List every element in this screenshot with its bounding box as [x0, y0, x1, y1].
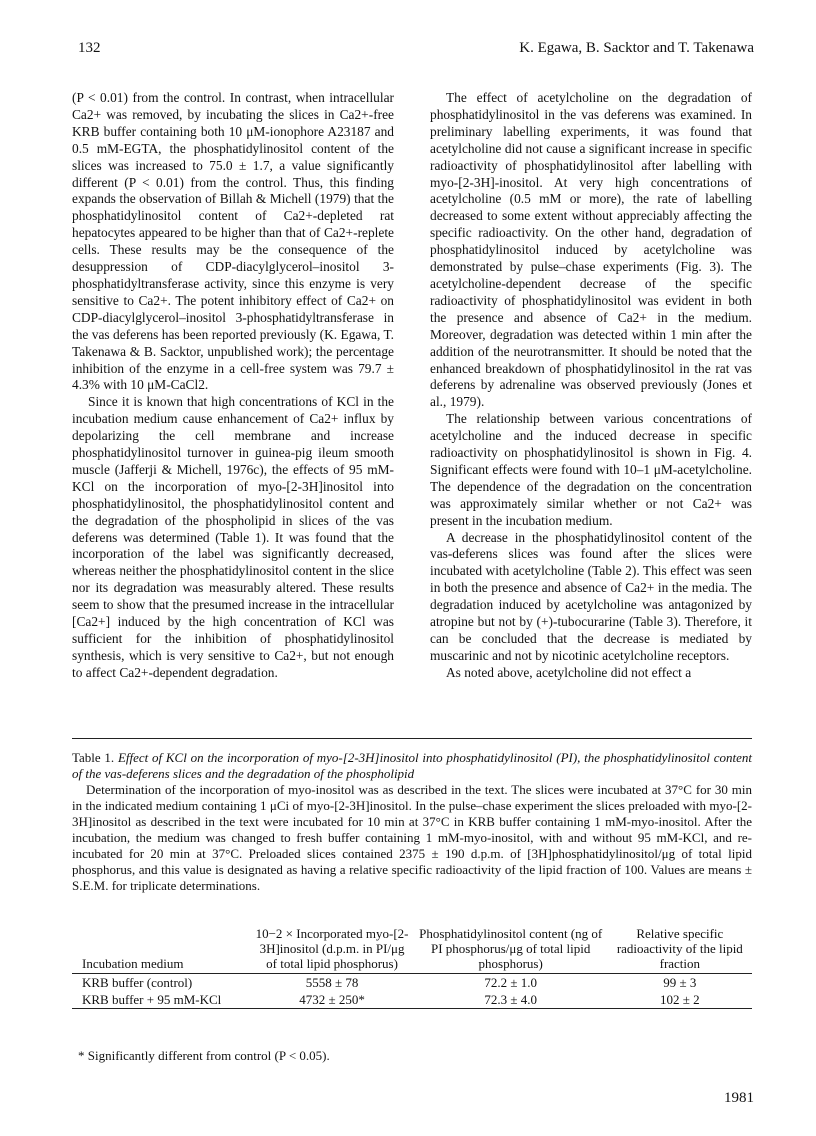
table-cell: KRB buffer (control) — [82, 975, 193, 990]
column-header: Phosphatidylinositol content (ng of PI phosphorus/μg of total lipid phosphorus) — [414, 926, 608, 974]
table-legend: Determination of the incorporation of myo-inositol was as described in the text. The slices were incubated at 37°C for 30 min in the indicated medium containing 1 μCi of myo-[2-3H]inositol. In the pulse–chase experiment the slices preloaded with myo-[2-3H]inositol as described in the text were incubated for 10 min at 37°C in KRB buffer containing 1 mM-myo-inositol. After the incubation, the medium was changed to fresh buffer containing 1 mM-myo-inositol, with and without 95 mM-KCl, and re-incubated for 20 min at 37°C. Preloaded slices contained 2375 ± 190 d.p.m. of [3H]phosphatidylinositol/μg of total lipid phosphorus, and this value is designated as having a relative specific radioactivity of the lipid fraction of 100. Values are means ± S.E.M. for triplicate determinations. — [72, 782, 752, 893]
year-code: 1981 — [724, 1090, 754, 1106]
right-paragraph-4: As noted above, acetylcholine did not effect a — [446, 664, 692, 680]
table-label: Table 1. — [72, 750, 115, 765]
table-cell: 5558 ± 78 — [305, 975, 359, 990]
table-top-rule — [72, 738, 752, 739]
table-cell: 102 ± 2 — [608, 991, 752, 1009]
right-paragraph-3: A decrease in the phosphatidylinositol content of the vas-deferens slices was found after the slices were incubated with acetylcholine (Table 2). This effect was seen in both the presence and absence of Ca2+ in the media. The degradation induced by acetylcholine was antagonized by atropine but not by (+)-tubocurarine (Table 3). Therefore, it can be concluded that the decrease is mediated by muscarinic and not by nicotinic acetylcholine receptors. — [430, 529, 752, 663]
table-caption — [72, 750, 752, 894]
data-table — [72, 926, 752, 1009]
table-row — [72, 991, 752, 1009]
left-paragraph-1: (P < 0.01) from the control. In contrast, when intracellular Ca2+ was removed, by incubating the slices in Ca2+-free KRB buffer containing both 10 μM-ionophore A23187 and 0.5 mM-EGTA, the phosphatidylinositol content of the slices was increased to 75.0 ± 1.7, a value significantly different (P < 0.01) from the control. Thus, this finding expands the observation of Billah & Michell (1979) that the phosphatidylinositol content of Ca2+-depleted rat hepatocytes appeared to be higher than that of Ca2+-replete cells. These results may be the consequence of the desuppression of CDP-diacylglycerol–inositol 3-phosphatidyltransferase activity, since this enzyme is very sensitive to Ca2+. The potent inhibitory effect of Ca2+ on CDP-diacylglycerol–inositol 3-phosphatidyltransferase in the vas deferens has been reported previously (K. Egawa, T. Takenawa & B. Sacktor, unpublished work); the percentage inhibition of the enzyme in a cell-free system was 79.7 ± 4.3% with 10 μM-CaCl2. — [72, 90, 394, 393]
right-column — [430, 90, 752, 682]
table-cell: KRB buffer + 95 mM-KCl — [72, 991, 250, 1009]
table-title: Effect of KCl on the incorporation of myo-[2-3H]inositol into phosphatidylinositol (PI), the phosphatidylinositol content of the vas-deferens slices and the degradation of the phospholipid — [72, 750, 752, 781]
right-paragraph-2: The relationship between various concentrations of acetylcholine and the induced decrease in specific radioactivity on phosphatidylinositol is shown in Fig. 4. Significant effects were found with 10–1 μM-acetylcholine. The dependence of the degradation on the concentration was approximately similar whether or not Ca2+ was present in the incubation medium. — [430, 411, 752, 528]
table-cell: 72.3 ± 4.0 — [414, 991, 608, 1009]
column-header: Incubation medium — [72, 926, 250, 974]
page-number: 132 — [78, 40, 101, 56]
running-head: K. Egawa, B. Sacktor and T. Takenawa — [519, 40, 754, 56]
left-column — [72, 90, 394, 682]
table-cell: 99 ± 3 — [663, 975, 697, 990]
right-paragraph-1: The effect of acetylcholine on the degradation of phosphatidylinositol in the vas deferens was examined. In preliminary labelling experiments, it was found that acetylcholine did not cause a significant increase in specific radioactivity of phosphatidylinositol after labelling with myo-[2-3H]-inositol. At very high concentrations of acetylcholine (0.5 mM or more), the rate of labelling decreased to some extent without appreciably affecting the specific radioactivity. On the other hand, degradation of phosphatidylinositol induced by acetylcholine was demonstrated by pulse–chase experiments (Fig. 3). The acetylcholine-dependent decrease of the specific radioactivity of phosphatidylinositol was evident in both the presence and absence of Ca2+ in the medium. Moreover, degradation was detected within 1 min after the addition of the neurotransmitter. It should be noted that the enhanced breakdown of phosphatidylinositol in the rat vas deferens by adrenaline was observed previously (Jones et al., 1979). — [430, 90, 752, 410]
table-cell: 72.2 ± 1.0 — [484, 975, 537, 990]
table-header-row — [72, 926, 752, 974]
table-row — [72, 974, 752, 992]
column-header: Relative specific radioactivity of the lipid fraction — [608, 926, 752, 974]
left-paragraph-2: Since it is known that high concentrations of KCl in the incubation medium cause enhancement of Ca2+ influx by depolarizing the cell membrane and increase phosphatidylinositol turnover in guinea-pig ileum smooth muscle (Jafferji & Michell, 1976c), the effects of 95 mM-KCl on the incorporation of myo-[2-3H]inositol into phosphatidylinositol, the phosphatidylinositol content and the degradation of the phospholipid in slices of the vas deferens was determined (Table 1). It was found that the incorporation of the label was significantly decreased, whereas neither the phosphatidylinositol content in the slice nor its degradation was measurably altered. These results seem to show that the presumed increase in the intracellular [Ca2+] induced by the high concentration of KCl was sufficient for the inhibition of phosphatidylinositol synthesis, which is very sensitive to Ca2+, but not enough to affect Ca2+-dependent degradation. — [72, 394, 394, 680]
column-header: 10−2 × Incorporated myo-[2-3H]inositol (d.p.m. in PI/μg of total lipid phosphorus) — [250, 926, 413, 974]
table-title-line — [72, 750, 752, 782]
table-footnote: * Significantly different from control (P < 0.05). — [78, 1048, 330, 1063]
table-cell: 4732 ± 250* — [250, 991, 413, 1009]
